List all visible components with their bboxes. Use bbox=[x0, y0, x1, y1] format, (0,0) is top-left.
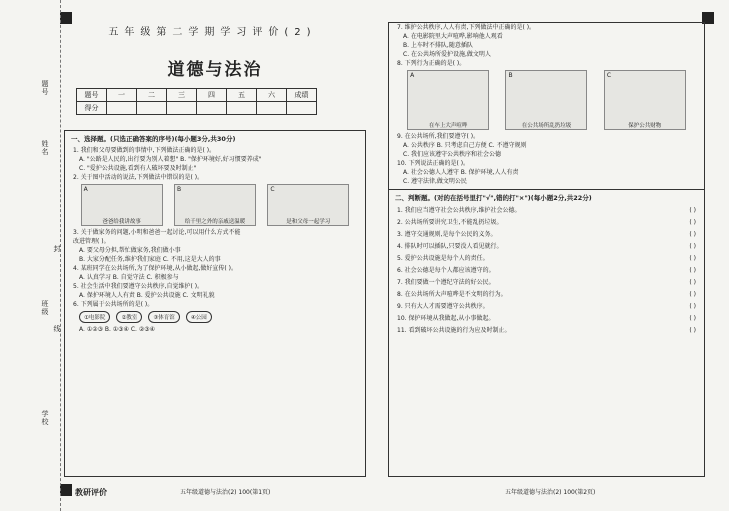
page-number: 五年级道德与法治(2) 100(第1页) bbox=[180, 489, 271, 496]
true-false-list bbox=[389, 205, 704, 337]
binding-label: 班级 bbox=[41, 300, 49, 316]
question: 改进管理( )。 bbox=[73, 238, 110, 245]
binding-label: 姓名 bbox=[41, 140, 49, 156]
question: 9. 在公共场所,我们要遵守( )。 bbox=[397, 133, 480, 140]
right-question-panel bbox=[388, 22, 705, 477]
tf-statement: 8. 在公共场所大声喧哗是不文明的行为。 bbox=[397, 291, 507, 298]
option: A. 保护环境人人有责 B. 爱护公共设施 C. 文明礼貌 bbox=[79, 292, 215, 299]
option: B. 大家分配任务,维护我们家庭 C. 不用,这是大人的事 bbox=[79, 256, 221, 263]
section-heading: 一、选择题。(只选正确答案的序号)(每小题3分,共30分) bbox=[71, 135, 236, 143]
answer-blank[interactable]: ( ) bbox=[689, 303, 696, 310]
option: A. ①②③ B. ①③④ C. ②③④ bbox=[79, 326, 155, 333]
score-cell: 题号 bbox=[77, 89, 107, 102]
binding-line-label: 线 bbox=[53, 325, 61, 333]
option: C. 遵守法律,做文明公民 bbox=[403, 178, 467, 185]
tf-statement: 1. 我们应当遵守社会公共秩序,维护社会公德。 bbox=[397, 207, 521, 214]
binding-margin bbox=[0, 0, 61, 511]
score-input[interactable] bbox=[257, 102, 287, 115]
subject-title: 道德与法治 bbox=[167, 60, 263, 80]
score-cell: 五 bbox=[227, 89, 257, 102]
score-input[interactable] bbox=[107, 102, 137, 115]
question: 10. 下列说法正确的是( )。 bbox=[397, 160, 470, 167]
question: 3. 关于做家务的问题,小明和爸爸一起讨论,可以用什么方式不能 bbox=[73, 229, 241, 236]
tf-statement: 11. 看到破坏公共设施的行为应及时制止。 bbox=[397, 327, 511, 334]
option: A. "公路是人民的,出行要为别人着想" B. "保护环境好,好习惯要养成" bbox=[79, 156, 262, 163]
tf-item bbox=[397, 301, 696, 313]
score-input[interactable] bbox=[137, 102, 167, 115]
page-number: 五年级道德与法治(2) 100(第2页) bbox=[505, 489, 596, 496]
option: A. 认真学习 B. 自觉守法 C. 积极参与 bbox=[79, 274, 179, 281]
option: A. 在电影院里大声喧哗,影响他人观看 bbox=[403, 33, 503, 40]
score-input[interactable] bbox=[287, 102, 317, 115]
answer-blank[interactable]: ( ) bbox=[689, 231, 696, 238]
chip: ③体育馆 bbox=[148, 311, 179, 323]
tf-statement: 6. 社会公德是每个人都应该遵守的。 bbox=[397, 267, 495, 274]
tf-statement: 7. 我们要做一个遵纪守法的好公民。 bbox=[397, 279, 495, 286]
tf-statement: 10. 保护环境从我做起,从小事做起。 bbox=[397, 315, 495, 322]
option: B. 上车时不排队,随意插队 bbox=[403, 42, 473, 49]
answer-blank[interactable]: ( ) bbox=[689, 279, 696, 286]
tf-item bbox=[397, 265, 696, 277]
answer-blank[interactable]: ( ) bbox=[689, 291, 696, 298]
tf-item bbox=[397, 289, 696, 301]
question: 2. 关于图中活动的说法,下列做法中错误的是( )。 bbox=[73, 174, 204, 181]
score-cell: 得分 bbox=[77, 102, 107, 115]
score-cell: 二 bbox=[137, 89, 167, 102]
tf-statement: 9. 只有大人才需要遵守公共秩序。 bbox=[397, 303, 489, 310]
score-cell: 六 bbox=[257, 89, 287, 102]
binding-label: 学校 bbox=[41, 410, 49, 426]
question: 7. 维护公共秩序,人人有责,下列做法中正确的是( )。 bbox=[397, 24, 536, 31]
registration-mark bbox=[60, 484, 72, 496]
section-heading: 二、判断题。(对的在括号里打"√",错的打"×")(每小题2分,共22分) bbox=[395, 194, 592, 202]
option: A. 公共秩序 B. 只考虑自己方便 C. 不遵守规则 bbox=[403, 142, 527, 149]
question: 6. 下列属于公共场所的是( )。 bbox=[73, 301, 154, 308]
option: C. "爱护公共设施,看到有人破坏要及时制止" bbox=[79, 165, 197, 172]
option: C. 我们应该遵守公共秩序和社会公德 bbox=[403, 151, 502, 158]
question: 5. 社会生活中我们要遵守公共秩序,自觉维护( )。 bbox=[73, 283, 204, 290]
answer-blank[interactable]: ( ) bbox=[689, 207, 696, 214]
option: C. 在公共场所爱护设施,做文明人 bbox=[403, 51, 491, 58]
tf-statement: 4. 排队时可以插队,只要没人看见就行。 bbox=[397, 243, 503, 250]
answer-blank[interactable]: ( ) bbox=[689, 255, 696, 262]
footer-mark: 教研评价 bbox=[75, 488, 107, 497]
score-cell: 一 bbox=[107, 89, 137, 102]
score-input[interactable] bbox=[227, 102, 257, 115]
score-table bbox=[76, 88, 317, 115]
tf-item bbox=[397, 325, 696, 337]
chip: ②教室 bbox=[116, 311, 142, 323]
tf-statement: 2. 公共场所要讲究卫生,不能乱扔垃圾。 bbox=[397, 219, 503, 226]
answer-blank[interactable]: ( ) bbox=[689, 327, 696, 334]
chip: ①电影院 bbox=[79, 311, 110, 323]
left-question-panel bbox=[64, 130, 366, 477]
illustration-image: A 在车上大声喧哗 bbox=[407, 70, 489, 130]
tf-item bbox=[397, 241, 696, 253]
picture-row bbox=[75, 184, 355, 226]
question: 1. 我们和父母要做到的事情中,下列做法正确的是( )。 bbox=[73, 147, 216, 154]
chip: ④公园 bbox=[186, 311, 212, 323]
score-cell: 四 bbox=[197, 89, 227, 102]
tf-item bbox=[397, 253, 696, 265]
tf-item bbox=[397, 205, 696, 217]
tf-item bbox=[397, 217, 696, 229]
answer-blank[interactable]: ( ) bbox=[689, 267, 696, 274]
picture-row bbox=[399, 70, 694, 130]
binding-line-label: 封 bbox=[53, 245, 61, 253]
illustration-image: B 给千里之外的亲戚送温暖 bbox=[174, 184, 256, 226]
answer-blank[interactable]: ( ) bbox=[689, 219, 696, 226]
illustration-image: C 保护公共财物 bbox=[604, 70, 686, 130]
question: 8. 下列行为正确的是( )。 bbox=[397, 60, 466, 67]
score-input[interactable] bbox=[197, 102, 227, 115]
tf-item bbox=[397, 313, 696, 325]
score-input[interactable] bbox=[167, 102, 197, 115]
option: A. 要父母分担,帮忙做家务,我们做小事 bbox=[79, 247, 181, 254]
choice-chips bbox=[79, 311, 351, 323]
answer-blank[interactable]: ( ) bbox=[689, 243, 696, 250]
illustration-image: C 是和父母一起学习 bbox=[267, 184, 349, 226]
exam-title: 五年级第二学期学习评价(2) bbox=[108, 27, 317, 38]
illustration-image: A 爸爸给我讲故事 bbox=[81, 184, 163, 226]
tf-statement: 3. 遵守交通规则,是每个公民的义务。 bbox=[397, 231, 497, 238]
option: A. 社会公德人人遵守 B. 保护环境,人人有责 bbox=[403, 169, 519, 176]
tf-item bbox=[397, 229, 696, 241]
question: 4. 某班同学在公共场所,为了保护环境,从小做起,做好宣传( )。 bbox=[73, 265, 237, 272]
binding-label: 题号 bbox=[41, 80, 49, 96]
answer-blank[interactable]: ( ) bbox=[689, 315, 696, 322]
score-cell: 成绩 bbox=[287, 89, 317, 102]
score-cell: 三 bbox=[167, 89, 197, 102]
illustration-image: B 在公共场所乱扔垃圾 bbox=[505, 70, 587, 130]
tf-statement: 5. 爱护公共设施是每个人的责任。 bbox=[397, 255, 489, 262]
tf-item bbox=[397, 277, 696, 289]
